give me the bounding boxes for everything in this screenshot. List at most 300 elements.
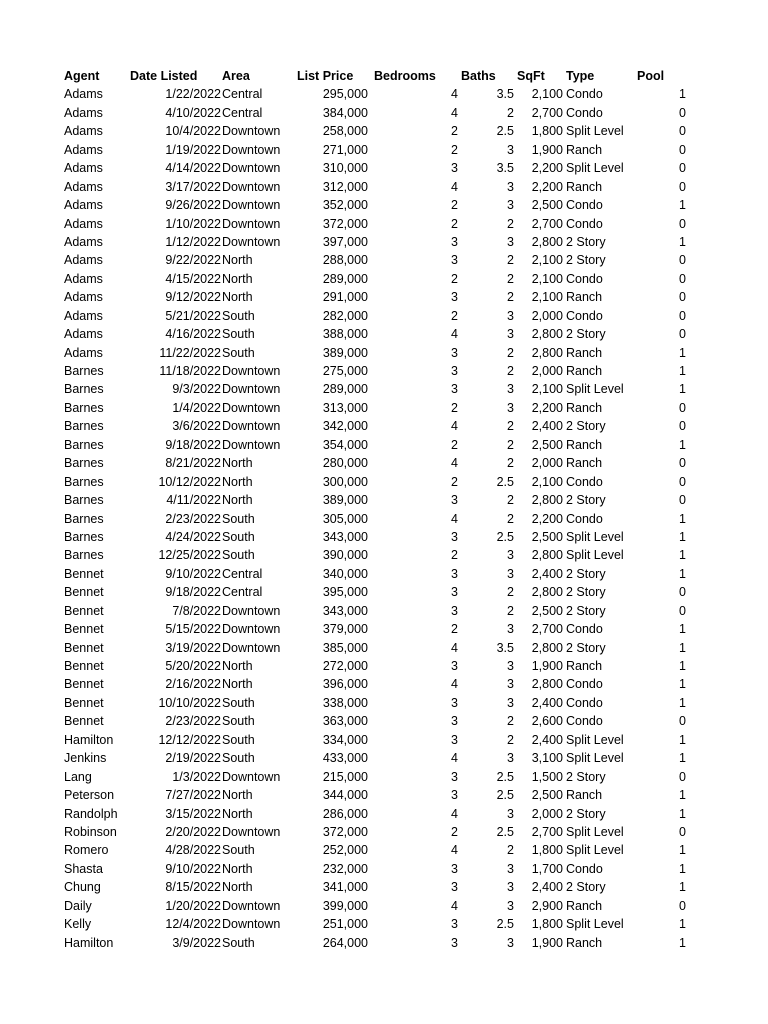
cell-baths: 2.5 — [496, 824, 514, 839]
cell-baths: 3.5 — [496, 161, 514, 176]
cell-sqft: 2,100 — [531, 382, 563, 397]
cell-pool: 1 — [679, 917, 686, 932]
cell-pool: 0 — [679, 124, 686, 139]
cell-pool: 0 — [679, 179, 686, 194]
listings-table — [0, 67, 768, 952]
cell-bedrooms: 4 — [451, 640, 458, 655]
cell-pool: 1 — [679, 843, 686, 858]
cell-pool: 1 — [679, 788, 686, 803]
cell-agent: Lang — [64, 769, 92, 784]
table-row — [0, 841, 768, 859]
table-row — [0, 104, 768, 122]
cell-type: Ranch — [566, 437, 603, 452]
cell-sqft: 2,200 — [531, 400, 563, 415]
cell-bedrooms: 2 — [451, 548, 458, 563]
cell-sqft: 2,000 — [531, 806, 563, 821]
cell-area: Downtown — [222, 640, 281, 655]
cell-list-price: 396,000 — [322, 677, 368, 692]
cell-bedrooms: 3 — [451, 659, 458, 673]
cell-date-listed: 4/14/2022 — [165, 161, 221, 176]
cell-date-listed: 9/18/2022 — [165, 437, 221, 452]
cell-sqft: 2,200 — [531, 179, 563, 194]
cell-bedrooms: 3 — [451, 290, 458, 305]
cell-bedrooms: 2 — [451, 198, 458, 213]
cell-area: Downtown — [222, 216, 281, 231]
cell-list-price: 372,000 — [322, 216, 368, 231]
cell-baths: 3 — [507, 880, 514, 895]
table-row — [0, 915, 768, 933]
cell-bedrooms: 4 — [451, 751, 458, 766]
cell-agent: Bennet — [64, 640, 104, 655]
cell-area: South — [222, 732, 255, 747]
cell-date-listed: 5/15/2022 — [165, 622, 221, 637]
cell-bedrooms: 3 — [451, 566, 458, 581]
cell-baths: 3 — [507, 308, 514, 323]
cell-type: Condo — [566, 198, 603, 213]
cell-type: Ranch — [566, 788, 603, 803]
cell-agent: Hamilton — [64, 935, 114, 950]
cell-baths: 2 — [507, 714, 514, 729]
cell-bedrooms: 4 — [451, 806, 458, 821]
cell-sqft: 2,800 — [531, 585, 563, 600]
cell-sqft: 2,500 — [531, 603, 563, 618]
cell-area: South — [222, 529, 255, 544]
cell-agent: Bennet — [64, 695, 104, 710]
cell-agent: Barnes — [64, 437, 104, 452]
cell-sqft: 2,700 — [531, 824, 563, 839]
cell-date-listed: 2/19/2022 — [165, 751, 221, 766]
cell-list-price: 343,000 — [322, 603, 368, 618]
cell-pool: 1 — [679, 677, 686, 692]
cell-sqft: 2,800 — [531, 493, 563, 508]
cell-baths: 3 — [507, 198, 514, 213]
table-row — [0, 823, 768, 841]
cell-agent: Bennet — [64, 622, 104, 637]
cell-list-price: 354,000 — [322, 437, 368, 452]
cell-type: Split Level — [566, 382, 624, 397]
cell-area: North — [222, 677, 253, 692]
cell-type: Condo — [566, 677, 603, 692]
cell-type: Split Level — [566, 732, 624, 747]
cell-date-listed: 5/21/2022 — [165, 308, 221, 323]
table-row — [0, 270, 768, 288]
cell-type: Condo — [566, 714, 603, 729]
cell-type: 2 Story — [566, 603, 606, 618]
cell-baths: 2 — [507, 511, 514, 526]
cell-sqft: 1,900 — [531, 659, 563, 673]
cell-pool: 0 — [679, 898, 686, 913]
cell-list-price: 388,000 — [322, 327, 368, 342]
header-row — [0, 67, 768, 85]
cell-list-price: 258,000 — [322, 124, 368, 139]
cell-list-price: 310,000 — [322, 161, 368, 176]
cell-baths: 3 — [507, 179, 514, 194]
cell-date-listed: 3/19/2022 — [165, 640, 221, 655]
cell-bedrooms: 3 — [451, 493, 458, 508]
cell-pool: 1 — [679, 382, 686, 397]
cell-baths: 2 — [507, 732, 514, 747]
cell-agent: Romero — [64, 843, 109, 858]
cell-baths: 3 — [507, 659, 514, 673]
cell-sqft: 2,500 — [531, 529, 563, 544]
cell-agent: Barnes — [64, 364, 104, 378]
cell-date-listed: 12/25/2022 — [158, 548, 221, 563]
cell-agent: Jenkins — [64, 751, 107, 766]
cell-area: Downtown — [222, 382, 281, 397]
cell-baths: 2 — [507, 437, 514, 452]
cell-sqft: 1,500 — [531, 769, 563, 784]
table-row — [0, 196, 768, 214]
cell-bedrooms: 4 — [451, 456, 458, 471]
cell-baths: 2.5 — [496, 474, 514, 489]
cell-pool: 1 — [679, 87, 686, 102]
cell-sqft: 2,500 — [531, 437, 563, 452]
cell-pool: 1 — [679, 566, 686, 581]
cell-sqft: 2,800 — [531, 234, 563, 249]
cell-bedrooms: 3 — [451, 769, 458, 784]
cell-area: Central — [222, 585, 263, 600]
cell-agent: Barnes — [64, 474, 104, 489]
cell-type: 2 Story — [566, 769, 606, 784]
cell-type: Ranch — [566, 400, 603, 415]
cell-bedrooms: 4 — [451, 843, 458, 858]
cell-area: Downtown — [222, 898, 281, 913]
cell-pool: 1 — [679, 511, 686, 526]
cell-type: Ranch — [566, 456, 603, 471]
cell-sqft: 1,900 — [531, 142, 563, 157]
cell-area: Downtown — [222, 603, 281, 618]
table-row — [0, 307, 768, 325]
cell-list-price: 264,000 — [322, 935, 368, 950]
cell-pool: 0 — [679, 161, 686, 176]
cell-bedrooms: 3 — [451, 253, 458, 268]
cell-sqft: 2,400 — [531, 419, 563, 434]
table-row — [0, 712, 768, 730]
cell-list-price: 312,000 — [322, 179, 368, 194]
table-row — [0, 233, 768, 251]
cell-pool: 1 — [679, 364, 686, 378]
header-date-listed: Date Listed — [130, 69, 198, 83]
cell-date-listed: 12/4/2022 — [165, 917, 221, 932]
cell-baths: 2 — [507, 290, 514, 305]
cell-bedrooms: 3 — [451, 880, 458, 895]
cell-area: Downtown — [222, 161, 281, 176]
cell-list-price: 338,000 — [322, 695, 368, 710]
cell-sqft: 2,200 — [531, 161, 563, 176]
cell-sqft: 2,000 — [531, 308, 563, 323]
cell-date-listed: 11/18/2022 — [159, 364, 221, 378]
cell-date-listed: 3/15/2022 — [165, 806, 221, 821]
cell-type: Condo — [566, 474, 603, 489]
table-row — [0, 528, 768, 546]
cell-bedrooms: 4 — [451, 327, 458, 342]
cell-date-listed: 3/17/2022 — [165, 179, 221, 194]
table-row — [0, 657, 768, 675]
cell-baths: 3 — [507, 751, 514, 766]
cell-list-price: 280,000 — [322, 456, 368, 471]
cell-type: Split Level — [566, 529, 624, 544]
cell-date-listed: 2/23/2022 — [165, 714, 221, 729]
cell-date-listed: 1/4/2022 — [172, 400, 221, 415]
cell-baths: 3 — [507, 548, 514, 563]
cell-area: Downtown — [222, 400, 281, 415]
cell-baths: 3 — [507, 806, 514, 821]
header-type: Type — [566, 69, 595, 83]
table-row — [0, 436, 768, 454]
cell-agent: Adams — [64, 271, 103, 286]
cell-list-price: 286,000 — [322, 806, 368, 821]
cell-bedrooms: 2 — [451, 622, 458, 637]
header-sqft: SqFt — [517, 69, 545, 83]
cell-agent: Adams — [64, 161, 103, 176]
cell-pool: 0 — [679, 253, 686, 268]
table-row — [0, 251, 768, 269]
cell-pool: 1 — [679, 198, 686, 213]
cell-baths: 2 — [507, 105, 514, 120]
table-body — [0, 85, 768, 952]
cell-baths: 3 — [507, 234, 514, 249]
cell-baths: 2 — [507, 456, 514, 471]
header-bedrooms: Bedrooms — [374, 69, 436, 83]
cell-pool: 0 — [679, 142, 686, 157]
cell-type: 2 Story — [566, 493, 606, 508]
cell-baths: 2 — [507, 253, 514, 268]
cell-baths: 3 — [507, 861, 514, 876]
cell-sqft: 2,100 — [531, 87, 563, 102]
cell-agent: Adams — [64, 198, 103, 213]
cell-area: South — [222, 695, 255, 710]
cell-agent: Barnes — [64, 511, 104, 526]
cell-type: 2 Story — [566, 880, 606, 895]
cell-sqft: 2,700 — [531, 105, 563, 120]
cell-bedrooms: 3 — [451, 603, 458, 618]
cell-type: Ranch — [566, 935, 603, 950]
cell-date-listed: 3/6/2022 — [172, 419, 221, 434]
cell-baths: 3 — [507, 566, 514, 581]
cell-area: North — [222, 806, 253, 821]
table-row — [0, 694, 768, 712]
table-row — [0, 878, 768, 896]
table-row — [0, 178, 768, 196]
cell-type: Ranch — [566, 898, 603, 913]
cell-bedrooms: 3 — [451, 714, 458, 729]
header-list-price: List Price — [297, 69, 354, 83]
cell-baths: 2 — [507, 345, 514, 360]
cell-agent: Adams — [64, 345, 103, 360]
cell-sqft: 2,100 — [531, 290, 563, 305]
cell-agent: Adams — [64, 124, 103, 139]
cell-agent: Bennet — [64, 585, 104, 600]
cell-pool: 0 — [679, 714, 686, 729]
cell-pool: 1 — [679, 640, 686, 655]
cell-pool: 1 — [679, 861, 686, 876]
cell-pool: 0 — [679, 585, 686, 600]
cell-list-price: 305,000 — [322, 511, 368, 526]
cell-type: Ranch — [566, 179, 603, 194]
cell-list-price: 399,000 — [322, 898, 368, 913]
cell-area: North — [222, 474, 253, 489]
cell-baths: 2.5 — [496, 124, 514, 139]
cell-sqft: 2,500 — [531, 198, 563, 213]
cell-date-listed: 10/12/2022 — [158, 474, 221, 489]
cell-list-price: 344,000 — [322, 788, 368, 803]
cell-list-price: 232,000 — [322, 861, 368, 876]
cell-area: South — [222, 714, 255, 729]
cell-date-listed: 11/22/2022 — [159, 345, 221, 360]
cell-type: Ranch — [566, 345, 603, 360]
table-row — [0, 362, 768, 380]
cell-type: Condo — [566, 87, 603, 102]
table-row — [0, 897, 768, 915]
cell-agent: Barnes — [64, 382, 104, 397]
cell-bedrooms: 3 — [451, 382, 458, 397]
table-row — [0, 639, 768, 657]
cell-agent: Adams — [64, 327, 103, 342]
cell-area: Downtown — [222, 142, 281, 157]
header-baths: Baths — [461, 69, 496, 83]
cell-agent: Daily — [64, 898, 92, 913]
cell-list-price: 289,000 — [322, 382, 368, 397]
table-row — [0, 344, 768, 362]
cell-pool: 1 — [679, 345, 686, 360]
cell-list-price: 343,000 — [322, 529, 368, 544]
cell-type: Split Level — [566, 161, 624, 176]
cell-bedrooms: 2 — [451, 124, 458, 139]
cell-date-listed: 1/19/2022 — [165, 142, 221, 157]
cell-pool: 1 — [679, 234, 686, 249]
cell-sqft: 2,000 — [531, 364, 563, 378]
cell-bedrooms: 3 — [451, 585, 458, 600]
cell-type: 2 Story — [566, 327, 606, 342]
table-row — [0, 749, 768, 767]
cell-list-price: 313,000 — [322, 400, 368, 415]
cell-bedrooms: 4 — [451, 677, 458, 692]
table-row — [0, 85, 768, 103]
cell-list-price: 341,000 — [322, 880, 368, 895]
cell-pool: 0 — [679, 474, 686, 489]
cell-list-price: 300,000 — [322, 474, 368, 489]
cell-pool: 0 — [679, 493, 686, 508]
cell-list-price: 334,000 — [322, 732, 368, 747]
cell-baths: 3 — [507, 695, 514, 710]
table-row — [0, 602, 768, 620]
cell-date-listed: 10/4/2022 — [165, 124, 221, 139]
table-row — [0, 399, 768, 417]
cell-sqft: 2,500 — [531, 788, 563, 803]
table-row — [0, 805, 768, 823]
cell-agent: Adams — [64, 142, 103, 157]
cell-area: Downtown — [222, 437, 281, 452]
cell-bedrooms: 4 — [451, 179, 458, 194]
cell-agent: Bennet — [64, 566, 104, 581]
header-pool: Pool — [637, 69, 665, 83]
cell-pool: 0 — [679, 271, 686, 286]
cell-agent: Barnes — [64, 529, 104, 544]
cell-bedrooms: 3 — [451, 695, 458, 710]
cell-area: North — [222, 253, 253, 268]
cell-list-price: 390,000 — [322, 548, 368, 563]
cell-date-listed: 4/24/2022 — [165, 529, 221, 544]
cell-sqft: 2,100 — [531, 253, 563, 268]
cell-baths: 2.5 — [496, 917, 514, 932]
cell-agent: Barnes — [64, 456, 104, 471]
cell-area: North — [222, 880, 253, 895]
cell-list-price: 340,000 — [322, 566, 368, 581]
cell-date-listed: 4/11/2022 — [166, 493, 221, 508]
table-row — [0, 454, 768, 472]
cell-baths: 2.5 — [496, 769, 514, 784]
cell-baths: 3.5 — [496, 87, 514, 102]
cell-type: Condo — [566, 695, 603, 710]
cell-list-price: 282,000 — [322, 308, 368, 323]
cell-list-price: 291,000 — [322, 290, 368, 305]
cell-bedrooms: 3 — [451, 732, 458, 747]
cell-bedrooms: 2 — [451, 216, 458, 231]
cell-sqft: 2,700 — [531, 622, 563, 637]
cell-pool: 1 — [679, 695, 686, 710]
cell-bedrooms: 2 — [451, 474, 458, 489]
cell-date-listed: 5/20/2022 — [165, 659, 221, 673]
cell-pool: 0 — [679, 769, 686, 784]
cell-date-listed: 9/10/2022 — [165, 861, 221, 876]
cell-sqft: 2,600 — [531, 714, 563, 729]
cell-area: North — [222, 456, 253, 471]
cell-pool: 0 — [679, 603, 686, 618]
cell-baths: 2 — [507, 364, 514, 378]
cell-sqft: 2,100 — [531, 271, 563, 286]
cell-date-listed: 9/10/2022 — [165, 566, 221, 581]
table-row — [0, 934, 768, 952]
cell-bedrooms: 4 — [451, 898, 458, 913]
cell-pool: 1 — [679, 548, 686, 563]
cell-bedrooms: 2 — [451, 308, 458, 323]
cell-date-listed: 1/22/2022 — [165, 87, 221, 102]
cell-agent: Adams — [64, 253, 103, 268]
cell-type: 2 Story — [566, 419, 606, 434]
cell-type: Ranch — [566, 290, 603, 305]
cell-list-price: 295,000 — [322, 87, 368, 102]
cell-sqft: 1,800 — [531, 917, 563, 932]
cell-area: South — [222, 308, 255, 323]
cell-baths: 3 — [507, 327, 514, 342]
cell-list-price: 379,000 — [322, 622, 368, 637]
cell-date-listed: 9/18/2022 — [165, 585, 221, 600]
cell-area: South — [222, 751, 255, 766]
cell-list-price: 288,000 — [322, 253, 368, 268]
cell-list-price: 215,000 — [322, 769, 368, 784]
cell-type: Split Level — [566, 917, 624, 932]
table-row — [0, 786, 768, 804]
cell-list-price: 433,000 — [322, 751, 368, 766]
cell-pool: 1 — [679, 622, 686, 637]
cell-agent: Bennet — [64, 677, 104, 692]
cell-type: 2 Story — [566, 566, 606, 581]
cell-bedrooms: 3 — [451, 935, 458, 950]
cell-baths: 2 — [507, 216, 514, 231]
table-row — [0, 546, 768, 564]
cell-type: 2 Story — [566, 234, 606, 249]
cell-sqft: 2,400 — [531, 695, 563, 710]
cell-area: Downtown — [222, 364, 281, 378]
cell-area: Central — [222, 87, 263, 102]
cell-list-price: 272,000 — [322, 659, 368, 673]
cell-agent: Adams — [64, 87, 103, 102]
cell-type: Condo — [566, 216, 603, 231]
table-row — [0, 768, 768, 786]
cell-area: Downtown — [222, 124, 281, 139]
cell-list-price: 385,000 — [322, 640, 368, 655]
cell-bedrooms: 4 — [451, 105, 458, 120]
